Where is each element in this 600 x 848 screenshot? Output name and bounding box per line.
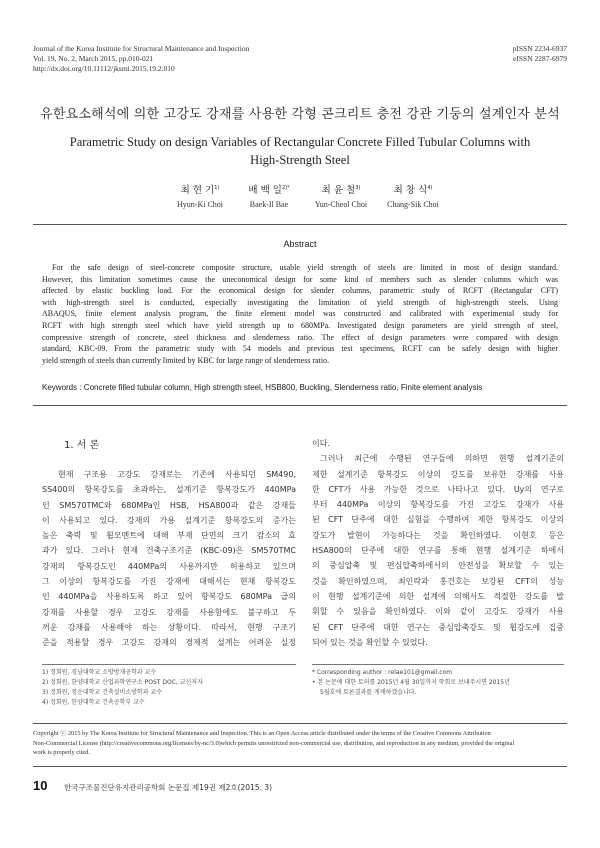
correspondence-notes bbox=[312, 668, 564, 698]
journal-header bbox=[33, 44, 249, 74]
body-line: 그 이상의 항복강도를 가진 강재에 대해서는 현재 항복강도 bbox=[42, 577, 296, 587]
abstract-line: ABAQUS, finite element analysis program, the finite element model was constructed and calibrated with experimental study for bbox=[42, 309, 558, 319]
english-title-line1: Parametric Study on design Variables of Rectangular Concrete Filled Tubular Columns with bbox=[69, 135, 531, 149]
copyright-notice bbox=[33, 729, 567, 758]
body-line: 그러나 최근에 수행된 연구들에 의하면 현행 설계기준의 bbox=[320, 454, 564, 464]
body-left-column bbox=[42, 467, 296, 651]
body-right-column bbox=[312, 436, 564, 650]
abstract-line: RCFT with high strength steel which have yield strength up to 680MPa. Investigated design parameters are yield strength of steel, bbox=[42, 320, 558, 330]
copyright-top-rule bbox=[33, 723, 567, 724]
body-line: 것을 확인하였으며, 최인락과 홍건호는 보강된 CFT의 성능 bbox=[312, 576, 564, 586]
body-line: 인 440MPa을 사용하도록 하고 있어 항복강도 680MPa 급의 bbox=[42, 592, 296, 602]
author-4-english: Chang-Sik Choi bbox=[387, 200, 439, 209]
author-2-affil: 2)* bbox=[281, 184, 290, 191]
affiliations bbox=[42, 668, 296, 708]
body-line: 강재의 항복강도인 440MPa의 사용까지만 허용하고 있으며 bbox=[42, 561, 296, 571]
english-title bbox=[30, 133, 570, 169]
author-2-korean: 배 백 일 bbox=[248, 185, 282, 196]
keywords: Keywords : Concrete filled tubular column, High strength steel, HSB800, Buckling, Slenderness ratio, Finite element analysis bbox=[42, 383, 483, 392]
footnote-rule-left bbox=[42, 664, 296, 665]
copyright-bottom-rule bbox=[33, 766, 567, 767]
author-1-english: Hyun-Ki Choi bbox=[177, 200, 223, 209]
eissn: eISSN 2287-6979 bbox=[513, 54, 567, 63]
footer-journal: 한국구조물진단유지관리공학회 논문집 제19권 제2호(2015. 3) bbox=[64, 783, 273, 792]
body-line: 강도가 발현이 가능하다는 것을 확인하였다. 이현호 등은 bbox=[312, 530, 564, 540]
abstract-line: compressive strength of concrete, steel thickness and slenderness ratio. The effect of design parameters were compared with design bbox=[42, 332, 558, 342]
copyright-line: work is properly cited. bbox=[33, 749, 91, 757]
affiliation-4: 4) 정회원, 한양대학교 건축공학부 교수 bbox=[42, 699, 145, 706]
copyright-line: Copyright ⓒ 2015 by The Korea Institute for Structural Maintenance and Inspection. This is an Open Access article distributed under the terms of the Creative Commons Attribution bbox=[33, 730, 491, 737]
author-3-affil: 3) bbox=[355, 184, 361, 191]
body-line: 과가 있다. 그러나 현재 건축구조기준 (KBC-09)은 SM570TMC bbox=[42, 546, 296, 556]
abstract-top-rule bbox=[33, 224, 567, 225]
author-1-affil: 1) bbox=[214, 184, 220, 191]
body-line: 꺼운 강재를 사용해야 하는 상황이다. 따라서, 현행 구조기 bbox=[42, 622, 296, 632]
body-line: 휘할 수 있음을 확인하였다. 이와 같이 고강도 강재가 사용 bbox=[312, 607, 564, 617]
affiliation-1: 1) 정회원, 경남대학교 소방방재공학과 교수 bbox=[42, 669, 157, 676]
body-line: 현재 구조용 고강도 강재로는 기존에 사용되던 SM490, bbox=[58, 470, 296, 479]
abstract-body bbox=[42, 262, 558, 366]
body-line: 이 현행 설계기준에 의한 설계에 의해서도 적절한 강도를 발 bbox=[312, 591, 564, 601]
abstract-heading: Abstract bbox=[283, 239, 317, 249]
body-line: 이 사용되고 있다. 강재의 가용 설계기준 항복강도의 증가는 bbox=[42, 515, 296, 525]
abstract-bottom-rule bbox=[33, 405, 567, 406]
abstract-line: yield strength of steels than currently limited by KBC for large range of slenderness ratio. bbox=[42, 355, 330, 365]
discussion-note-cont: 5월호에 토론결과를 게재하겠습니다. bbox=[320, 689, 417, 696]
journal-doi[interactable]: http://dx.doi.org/10.11112/jksmi.2015.19.2.010 bbox=[33, 64, 175, 73]
abstract-line: standard, KBC-09. From the parametric study with 54 models and previous test specimens, RCFT can be safely design with higher bbox=[42, 344, 558, 354]
abstract-line: For the safe design of steel-concrete composite structure, usable yield strength of steels are limited in most of design standard. bbox=[52, 263, 558, 272]
author-2-english: Baek-Il Bae bbox=[249, 200, 289, 209]
page-number: 10 bbox=[33, 778, 48, 793]
section-heading: 1. 서 론 bbox=[64, 440, 100, 451]
copyright-line: Non-Commercial License (http://creativecommons.org/licenses/by-nc/3.0)which permits unrestricted non-commercial use, distribution, and reproduction in any medium, provided the original bbox=[33, 739, 515, 747]
korean-title: 유한요소해석에 의한 고강도 강재를 사용한 각형 콘크리트 충전 강관 기둥의 설계인자 분석 bbox=[40, 107, 560, 122]
body-line: 되어 있는 것을 확인할 수 있었다. bbox=[312, 637, 428, 647]
footnote-rule-right bbox=[312, 664, 564, 665]
body-line: 제한 설계기준 항복강도 이상의 강도를 보유한 강재를 사용 bbox=[312, 469, 564, 479]
abstract-line: with high-strength steel is conducted, especially investigating the limitation of yield strength of high-strength steels. Using bbox=[42, 297, 558, 307]
author-4-affil: 4) bbox=[427, 184, 433, 191]
body-line: 이다. bbox=[312, 439, 330, 448]
affiliation-3: 3) 정회원, 청운대학교 건축설비소방학과 교수 bbox=[42, 689, 163, 696]
english-title-line2: High-Strength Steel bbox=[250, 153, 350, 167]
author-4-korean: 최 창 식 bbox=[393, 185, 428, 196]
body-line: 의 중심압축 및 편심압축하에서의 안전성을 확보할 수 있는 bbox=[312, 561, 564, 571]
author-3-english: Yun-Cheol Choi bbox=[314, 200, 368, 209]
body-line: 된 CFT 단주에 대한 실험을 수행하여 제한 항복강도 이상의 bbox=[312, 515, 564, 525]
body-line: 인 SM570TMC와 680MPa인 HSB, HSA800과 같은 강재들 bbox=[42, 500, 296, 510]
pissn: pISSN 2234-6937 bbox=[512, 44, 567, 53]
journal-volume: Vol. 19, No. 2, March 2015, pp.010-021 bbox=[33, 54, 154, 63]
body-line: SS400의 항복강도를 초과하는, 설계기준 항복강도가 440MPa bbox=[42, 485, 296, 495]
body-line: 된 CFT 단주에 대한 연구는 중심압축강도 및 휨강도에 집중 bbox=[312, 622, 564, 632]
body-line: HSA800의 단주에 대한 연구를 통해 현행 설계기준 하에서 bbox=[312, 546, 564, 556]
body-line: 한 CFT가 사용 가능한 것으로 나타나고 있다. Uy의 연구로 bbox=[312, 484, 564, 494]
author-3-korean: 최 윤 철 bbox=[321, 185, 356, 196]
discussion-note: • 본 논문에 대한 토의를 2015년 4월 30일까지 학회로 보내주시면 2015년 bbox=[312, 679, 510, 686]
corresponding-author[interactable]: * Corresponding author : relae101@gmail.com bbox=[312, 669, 453, 676]
author-4 bbox=[368, 182, 458, 209]
body-line: 준을 적용할 경우 고강도 강재의 경제적 설계는 어려운 실정 bbox=[42, 638, 296, 648]
issn-block bbox=[513, 44, 567, 64]
affiliation-2: 2) 정회원, 한양대학교 산업과학연구소 POST DOC, 교신저자 bbox=[42, 679, 203, 686]
abstract-line: However, this limitation sometimes cause the uneconomical design for some kind of members such as slender columns which was bbox=[42, 274, 558, 284]
author-1-korean: 최 현 기 bbox=[180, 185, 215, 196]
journal-name: Journal of the Korea Institute for Structural Maintenance and Inspection bbox=[33, 44, 250, 53]
body-line: 부터 440MPa 이상의 항복강도를 가진 고강도 강재가 사용 bbox=[312, 500, 564, 510]
abstract-line: affected by elastic buckling load. For the economical design for slender columns, parametric study of RCFT (Rectangular CFT) bbox=[42, 286, 558, 296]
body-line: 강재를 사용할 경우 고강도 강재를 사용함에도 불구하고 두 bbox=[42, 607, 296, 617]
body-line: 높은 축력 및 휨모멘트에 대해 부재 단면의 크기 감소의 효 bbox=[42, 531, 296, 541]
